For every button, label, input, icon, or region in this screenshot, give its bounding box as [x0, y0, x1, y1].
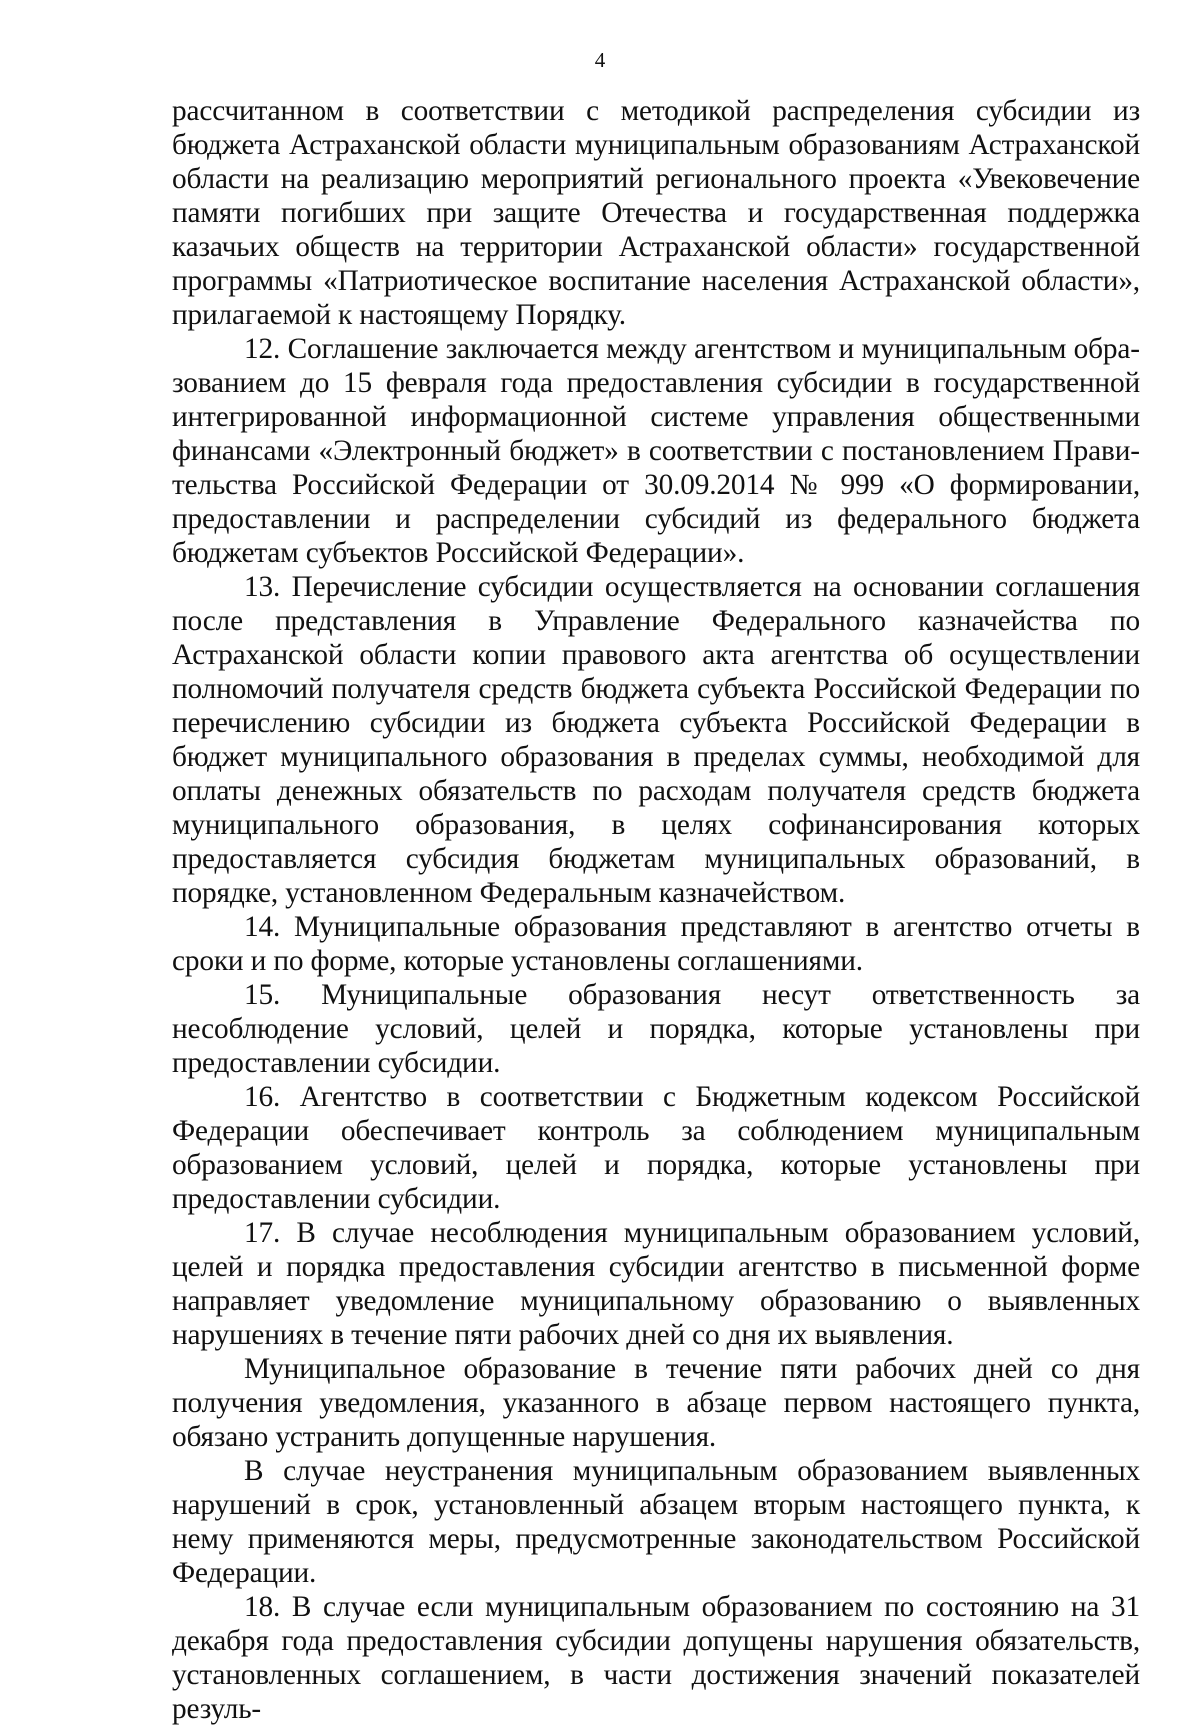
- paragraph-text: Соглашение заключается между агентством и муниципальным образованием до 15 февраля года предоставления субсидии в государственной интегрированной информационной системе управления общественными финансами «Электронный бюджет» в соответствии с постановлением Правительства Российской Федерации от 30.09.2014 № 999 «О формировании, предоставлении и распределении субсидий из федерального бюджета бюджетам субъектов Российской Федерации».: [172, 333, 1140, 569]
- paragraph-text: Муниципальные образования несут ответственность за несоблюдение условий, целей и порядка, которые установлены при предоставлении субсидии.: [172, 979, 1140, 1079]
- paragraph-text: Муниципальное образование в течение пяти рабочих дней со дня получения уведомления, указанного в абзаце первом настоящего пункта, обязано устранить допущенные нарушения.: [172, 1353, 1140, 1453]
- paragraph-15: [172, 978, 1140, 1080]
- paragraph-continuation: [172, 94, 1140, 332]
- paragraph-text: рассчитанном в соответствии с методикой распределения субсидии из бюджета Астраханской области муниципальным образованиям Астраханской области на реализацию мероприятий регионального проекта «Увековечение памяти погибших при защите Отечества и государственная поддержка казачьих обществ на территории Астраханской области» государственной программы «Патриотическое воспитание населения Астраханской области», прилагаемой к настоящему Порядку.: [172, 95, 1140, 331]
- paragraph-12: [172, 332, 1140, 570]
- paragraph-14: [172, 910, 1140, 978]
- paragraph-text: В случае неустранения муниципальным образованием выявленных нарушений в срок, установленный абзацем вторым настоящего пункта, к нему применяются меры, предусмотренные законодательством Российской Федерации.: [172, 1455, 1140, 1589]
- paragraph-17-part-2: [172, 1352, 1140, 1454]
- paragraph-13: [172, 570, 1140, 910]
- paragraph-text: Перечисление субсидии осуществляется на основании соглашения после представления в Управление Федерального казначейства по Астраханской области копии правового акта агентства об осуществлении полномочий получателя средств бюджета субъекта Российской Федерации по перечислению субсидии из бюджета субъекта Российской Федерации в бюджет муниципального образования в пределах суммы, необходимой для оплаты денежных обязательств по расходам получателя средств бюджета муниципального образования, в целях софинансирования которых предоставляется субсидия бюджетам муниципальных образований, в порядке, установленном Федеральным казначейством.: [172, 571, 1140, 909]
- paragraph-number: 13.: [244, 571, 281, 603]
- paragraph-17-part-3: [172, 1454, 1140, 1590]
- paragraph-text: Муниципальные образования представляют в агентство отчеты в сроки и по форме, которые установлены соглашениями.: [172, 911, 1140, 977]
- paragraph-text: В случае несоблюдения муниципальным образованием условий, целей и порядка предоставления субсидии агентство в письменной форме направляет уведомление муниципальному образованию о выявленных нарушениях в течение пяти рабочих дней со дня их выявления.: [172, 1217, 1140, 1351]
- paragraph-17: [172, 1216, 1140, 1352]
- paragraph-number: 12.: [244, 333, 281, 365]
- paragraph-number: 18.: [244, 1591, 281, 1623]
- page-number: 4: [594, 48, 606, 72]
- paragraph-text: Агентство в соответствии с Бюджетным кодексом Российской Федерации обеспечивает контроль за соблюдением муниципальным образованием условий, целей и порядка, которые установлены при предоставлении субсидии.: [172, 1081, 1140, 1215]
- paragraph-number: 15.: [244, 979, 281, 1011]
- paragraph-number: 17.: [244, 1217, 281, 1249]
- paragraph-16: [172, 1080, 1140, 1216]
- paragraph-text: В случае если муниципальным образованием по состоянию на 31 декабря года предоставления субсидии допущены нарушения обязательств, установленных соглашением, в части достижения значений показателей резуль-: [172, 1591, 1140, 1725]
- paragraph-number: 14.: [244, 911, 281, 943]
- document-body: [172, 94, 1140, 1726]
- paragraph-number: 16.: [244, 1081, 281, 1113]
